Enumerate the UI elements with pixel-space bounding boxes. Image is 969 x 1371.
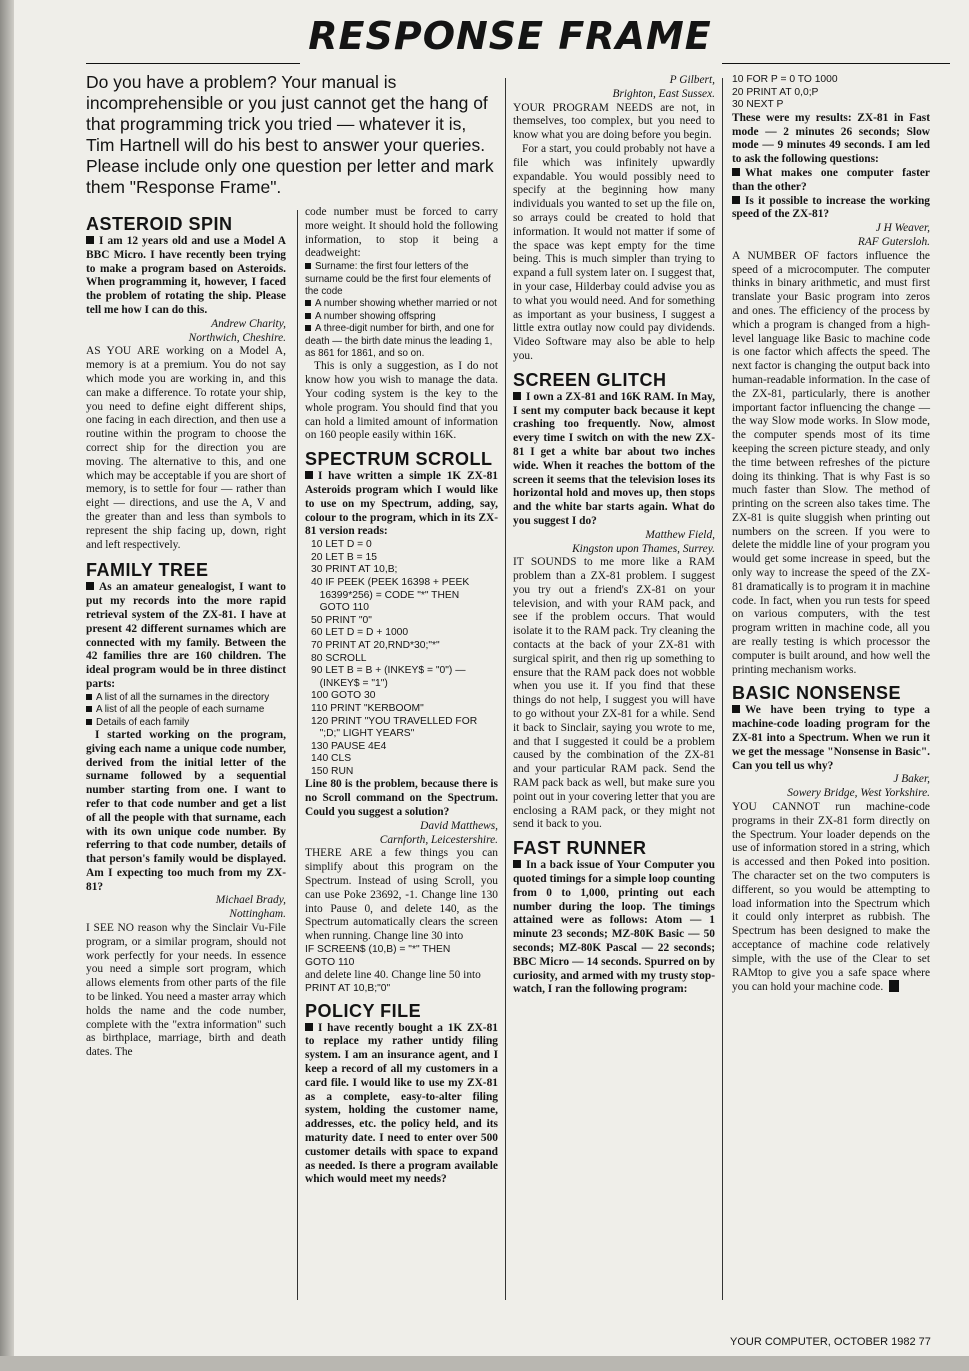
glitch-signature-name: Matthew Field, bbox=[645, 528, 715, 541]
heading-spectrum-scroll: SPECTRUM SCROLL bbox=[305, 449, 493, 470]
column-1 bbox=[86, 211, 286, 1060]
column-2 bbox=[305, 206, 498, 1187]
family-code-item-1: Surname: the first four letters of the surname could be the first four elements of the code bbox=[305, 261, 498, 298]
basic-signature-name: J Baker, bbox=[893, 773, 930, 786]
family-bullet-2: A list of all the people of each surname bbox=[86, 704, 286, 716]
family-code-item-2: A number showing whether married or not bbox=[305, 298, 498, 310]
heading-fast-runner: FAST RUNNER bbox=[513, 838, 647, 859]
policy-answer-part-2: For a start, you could probably not have a file which was infinitely upwardly expandable. You would possibly need to specify at the beginning how many individuals you wanted to set up the file on, so arrays could be created to hold that information. It would not matter if some of the space was kept empty for the time being. This is much simpler than trying to expand a full system later on. I suggest that, in your case, Hilderbay could advise you as to what you would need. And for something as important as your business, I suggest a little extra outlay now could pay dividends. Video Software may also be able to help you. bbox=[513, 142, 715, 362]
column-rule-2 bbox=[505, 78, 506, 1300]
spectrum-signature-name: David Matthews, bbox=[420, 819, 498, 832]
spectrum-code-line-30: IF SCREEN$ (10,B) = "*" THEN GOTO 110 bbox=[305, 944, 451, 968]
page-edge-shadow bbox=[0, 0, 14, 1371]
column-4 bbox=[732, 74, 930, 995]
family-question-continued: I started working on the program, giving each name a unique code number, derived from the initial letter of the surname followed by a sequential number starting from one. I want to refer to that code number and get a list of all the people with that surname, each with its own unique code number. By referring to that code number, details of that person's family would be displayed. Am I expecting too much from my ZX-81? bbox=[86, 728, 286, 893]
masthead-rule-right bbox=[722, 63, 950, 64]
fast-question-2: Is it possible to increase the working speed of the ZX-81? bbox=[732, 194, 930, 221]
policy-signature-name: P Gilbert, bbox=[669, 74, 715, 86]
policy-question: I have recently bought a 1K ZX-81 to replace my rather untidy filing system. I am an insurance agent, and I keep a record of all my customers in a card file. I would like to use my ZX-81 as a complete, easy-to-alter filing system, holding the customer name, addresses, etc. the policy held, and its maturity date. I need to enter over 500 customer details with space to expand as needed. Is there a program available which would meet my needs? bbox=[305, 1021, 498, 1186]
asteroid-signature-place: Northwich, Cheshire. bbox=[188, 331, 286, 344]
fast-code-listing: 10 FOR P = 0 TO 1000 20 PRINT AT 0,0;P 30 NEXT P bbox=[732, 74, 838, 111]
spectrum-answer-part-2: and delete line 40. Change line 50 into bbox=[305, 969, 481, 982]
page-footer: YOUR COMPUTER, OCTOBER 1982 77 bbox=[730, 1336, 931, 1348]
glitch-question: I own a ZX-81 and 16K RAM. In May, I sent my computer back because it kept crashing too frequently. Now, almost every time I switch on with the new ZX-81 I get a white bar about two inches wide. When it reaches the bottom of the screen it seems that the television loses its horizontal hold and moves up, then stops and the white bar starts again. What do you suggest I do? bbox=[513, 390, 715, 527]
heading-screen-glitch: SCREEN GLITCH bbox=[513, 369, 667, 390]
family-answer-part-2: code number must be forced to carry more weight. It should hold the following information, to stop it being a deadweight: bbox=[305, 206, 498, 260]
column-rule-1 bbox=[297, 210, 298, 1300]
spectrum-code-listing: 10 LET D = 0 20 LET B = 15 30 PRINT AT 10,B; 40 IF PEEK (PEEK 16398 + PEEK 16399*256) = CODE "*" THEN GOTO 110 50 PRINT "0" 60 LET D = D + 1000 70 PRINT AT 20,RND*30;"*" 80 SCROLL 90 LET B = B + (INKEY$ = "0") — (INKEY$ = "1") 100 GOTO 30 110 PRINT "KERBOOM" 120 PRINT "YOU TRAVELLED FOR ";D;" LIGHT YEARS" 130 PAUSE 4E4 140 CLS 150 RUN bbox=[311, 539, 478, 777]
family-signature-name: Michael Brady, bbox=[215, 894, 286, 907]
column-rule-3 bbox=[722, 78, 723, 1300]
heading-policy-file: POLICY FILE bbox=[305, 1000, 422, 1021]
policy-signature-place: Brighton, East Sussex. bbox=[612, 87, 715, 100]
family-code-item-3: A number showing offspring bbox=[305, 311, 498, 323]
asteroid-answer: AS YOU ARE working on a Model A, memory is at a premium. You do not say which mode you are working in, and this can make a difference. To rotate your ship, you need to define eight different ships, one facing in each direction, and then use a routine within the program to choose the correct ship for the direction you are moving. The alternative to this, and one which may be acceptable if you are short of memory, is to settle for four — rather than eight — directions, and use the A, V and the greater than and less than symbols to represent the ship facing up, down, right and left respectively. bbox=[86, 345, 286, 551]
family-answer-part-1: I SEE NO reason why the Sinclair Vu-File program, or a similar program, should not work perfectly for your needs. In essence you need a simple sort program, which allows elements from other parts of the file to be linked. You need a master array which holds the name and the code number, complete with the "extra information" such as birthplace, marriage, birth and death dates. The bbox=[86, 922, 286, 1059]
spectrum-question-continued: Line 80 is the problem, because there is no Scroll command on the Spectrum. Could you suggest a solution? bbox=[305, 778, 498, 819]
basic-answer-text: YOU CANNOT run machine-code programs in their ZX-81 form directly on the Spectrum. Your loader depends on the use of information stored in a string, which is accessed and then Poked into position. The character set on the two computers is different, so you would be attempting to load information into the Spectrum which it could only interpret as rubbish. The Spectrum has been designed to make the acceptance of machine code relatively simple, with the use of the Clear to set RAMtop to give you a safe space where you can hold your machine code. bbox=[732, 801, 930, 994]
masthead-rule-left bbox=[86, 63, 300, 64]
heading-family-tree: FAMILY TREE bbox=[86, 560, 209, 581]
fast-signature-name: J H Weaver, bbox=[875, 222, 930, 235]
family-question: As an amateur genealogist, I want to put my records into the more rapid retrieval system of the ZX-81. I have at present 42 different surnames which are connected with my family. Between the 42 families thre are 160 children. The ideal program would be in three distinct parts: bbox=[86, 581, 286, 690]
glitch-answer: IT SOUNDS to me more like a RAM problem than a ZX-81 problem. I suggest you try out a friend's ZX-81 on your television, and with your RAM pack, and see if the problem occurs. That would isolate it to the RAM pack. Try cleaning the contacts at the back of your ZX-81 with surgical spirit, and then rig up something to ensure that the RAM pack does not wobble when you use it. If you find that these things do not help, I suggest you will have to go without your ZX-81 for a while. Send it back to Sinclair, saying you wrote to me, and that I suggested it could be a problem caused by the combination of the ZX-81 and your particular RAM pack. Send the RAM pack back as well, but make sure you point out in your covering letter that you are enclosing a RAM pack, or they might not send it back to you. bbox=[513, 556, 715, 831]
spectrum-answer-part-1: THERE ARE a few things you can simplify about this program on the Spectrum. Instead of using Scroll, you can use Poke 23692, -1. Change line 130 into Pause 0, and delete 140, as the Spectrum automatically clears the screen when running. Change line 30 into bbox=[305, 847, 498, 943]
family-bullet-1: A list of all the surnames in the directory bbox=[86, 692, 286, 704]
basic-question: We have been trying to type a machine-code loading program for the ZX-81 into a Spectrum. When we run it we get the message "Nonsense in Basic". Can you tell us why? bbox=[732, 704, 930, 772]
fast-question-1: What makes one computer faster than the other? bbox=[732, 166, 930, 193]
asteroid-question: I am 12 years old and use a Model A BBC Micro. I have recently been trying to make a program based on Asteroids. When programming it, however, I faced the problem of rotating the ship. Please tell me how I can do this. bbox=[86, 235, 286, 316]
fast-results: These were my results: ZX-81 in Fast mode — 2 minutes 26 seconds; Slow mode — 9 minutes 49 seconds. I am led to ask the following questions: bbox=[732, 111, 930, 166]
spectrum-signature-place: Carnforth, Leicestershire. bbox=[379, 833, 498, 846]
family-signature-place: Nottingham. bbox=[229, 908, 286, 921]
page-bottom-edge bbox=[0, 1356, 969, 1371]
fast-question: In a back issue of Your Computer you quoted timings for a simple loop counting from 0 to 1,000, printing out each number during the loop. The timings attained were as follows: Atom — 1 minute 23 seconds; MZ-80K Basic — 50 seconds; MZ-80K Pascal — 22 seconds; BBC Micro — 14 seconds. Spurred on by curiosity, and armed with my trusty stop-watch, I ran the following program: bbox=[513, 859, 715, 996]
column-3 bbox=[513, 74, 715, 997]
spectrum-code-line-50: PRINT AT 10,B;"0" bbox=[305, 983, 391, 995]
asteroid-signature-name: Andrew Charity, bbox=[211, 317, 286, 330]
family-bullet-3: Details of each family bbox=[86, 717, 286, 729]
fast-answer: A NUMBER OF factors influence the speed of a microcomputer. The computer thinks in binary arithmetic, and must first translate your Basic program into zeros and ones. The efficiency of the process by which a program is changed from a high-level language like Basic to machine code is one factor which affects the speed. The next factor is changing the output back into human-readable information. In the case of the ZX-81, particularly, there is another important factor influencing the change — the way Slow mode works. In Slow mode, the computer spends most of its time keeping the screen picture steady, and only the time between refreshes of the picture doing its thinking. That is why Fast is so much faster than Slow. The method of printing on the screen also takes time. The ZX-81 is quite sluggish when printing out numbers on the screen. If you were to delete the middle line of your program you would get some increase in speed, but the only way to increase the speed of the ZX-81 dramatically is to program it in machine code. In fact, when you run tests for speed on various computers, with the test program written in machine code, all you are really testing is which processor the computer is built around, and how well the printing mechanism works. bbox=[732, 249, 930, 676]
family-code-item-4: A three-digit number for birth, and one for death — the birth date minus the leading 1, as 861 for 1861, and so on. bbox=[305, 323, 498, 360]
heading-asteroid-spin: ASTEROID SPIN bbox=[86, 214, 233, 234]
intro-paragraph: Do you have a problem? Your manual is incomprehensible or you just cannot get the hang of that programming trick you tried — whatever it is, Tim Hartnell will do his best to answer your queries. Please include only one question per letter and mark them "Response Frame". bbox=[86, 72, 494, 197]
family-answer-part-3: This is only a suggestion, as I do not know how you wish to manage the data. Your coding system is the key to the whole program. You should find that you can hold a limited amount of information on 160 people easily within 16K. bbox=[305, 360, 498, 442]
heading-basic-nonsense: BASIC NONSENSE bbox=[732, 683, 902, 704]
masthead-title: RESPONSE FRAME bbox=[308, 14, 712, 58]
fast-signature-place: RAF Gutersloh. bbox=[857, 235, 930, 248]
glitch-signature-place: Kingston upon Thames, Surrey. bbox=[572, 542, 715, 555]
spectrum-question: I have written a simple 1K ZX-81 Asteroids program which I would like to use on my Spectrum, adding, say, colour to the program, which in its ZX-81 version reads: bbox=[305, 470, 498, 538]
policy-answer-part-1: YOUR PROGRAM NEEDS are not, in themselves, too complex, but you need to know what you are doing before you begin. bbox=[513, 101, 715, 142]
end-of-article-mark bbox=[889, 980, 899, 992]
basic-signature-place: Sowery Bridge, West Yorkshire. bbox=[787, 787, 930, 800]
basic-answer bbox=[732, 801, 930, 995]
